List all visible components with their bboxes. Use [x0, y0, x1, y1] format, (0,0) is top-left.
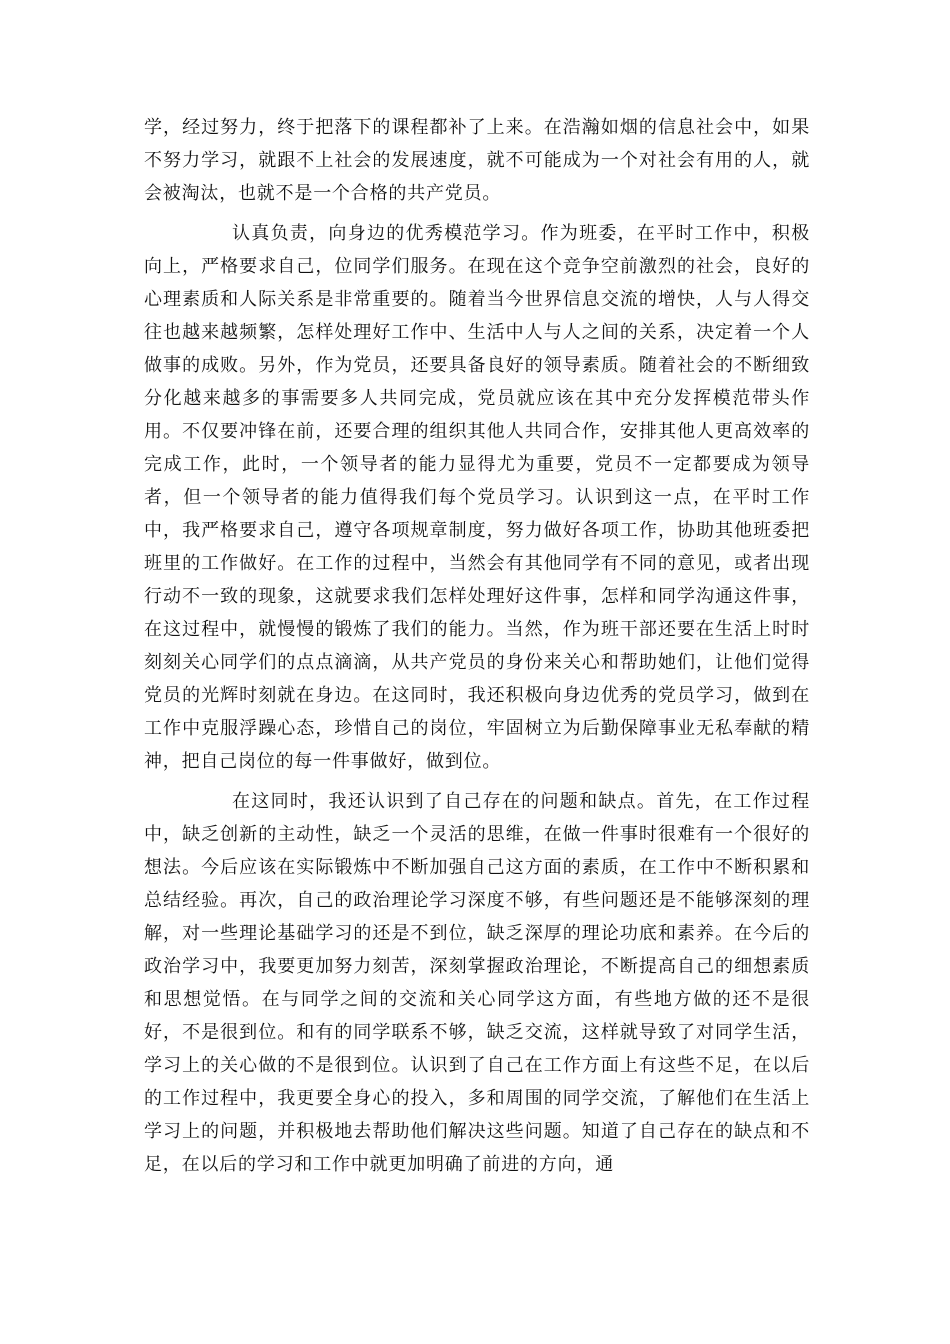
paragraph-1: 学，经过努力，终于把落下的课程都补了上来。在浩瀚如烟的信息社会中，如果不努力学习，就跟不上社会的发展速度，就不可能成为一个对社会有用的人，就会被淘汰，也就不是一个合格的共产党员。 — [144, 117, 810, 204]
document-body — [144, 111, 810, 1188]
paragraph-3: 在这同时，我还认识到了自己存在的问题和缺点。首先，在工作过程中，缺乏创新的主动性，缺乏一个灵活的思维，在做一件事时很难有一个很好的想法。今后应该在实际锻炼中不断加强自己这方面的素质，在工作中不断积累和总结经验。再次，自己的政治理论学习深度不够，有些问题还是不能够深刻的理解，对一些理论基础学习的还是不到位，缺乏深厚的理论功底和素养。在今后的政治学习中，我要更加努力刻苦，深刻掌握政治理论，不断提高自己的细想素质和思想觉悟。在与同学之间的交流和关心同学这方面，有些地方做的还不是很好，不是很到位。和有的同学联系不够，缺乏交流，这样就导致了对同学生活，学习上的关心做的不是很到位。认识到了自己在工作方面上有这些不足，在以后的工作过程中，我更要全身心的投入，多和周围的同学交流，了解他们在生活上学习上的问题，并积极地去帮助他们解决这些问题。知道了自己存在的缺点和不足，在以后的学习和工作中就更加明确了前进的方向，通 — [144, 791, 810, 1175]
paragraph-2: 认真负责，向身边的优秀模范学习。作为班委，在平时工作中，积极向上，严格要求自己，位同学们服务。在现在这个竞争空前激烈的社会，良好的心理素质和人际关系是非常重要的。随着当今世界信息交流的增快，人与人得交往也越来越频繁，怎样处理好工作中、生活中人与人之间的关系，决定着一个人做事的成败。另外，作为党员，还要具备良好的领导素质。随着社会的不断细致分化越来越多的事需要多人共同完成，党员就应该在其中充分发挥模范带头作用。不仅要冲锋在前，还要合理的组织其他人共同合作，安排其他人更高效率的完成工作，此时，一个领导者的能力显得尤为重要，党员不一定都要成为领导者，但一个领导者的能力值得我们每个党员学习。认识到这一点，在平时工作中，我严格要求自己，遵守各项规章制度，努力做好各项工作，协助其他班委把班里的工作做好。在工作的过程中，当然会有其他同学有不同的意见，或者出现行动不一致的现象，这就要求我们怎样处理好这件事，怎样和同学沟通这件事，在这过程中，就慢慢的锻炼了我们的能力。当然，作为班干部还要在生活上时时刻刻关心同学们的点点滴滴，从共产党员的身份来关心和帮助她们，让他们觉得党员的光辉时刻就在身边。在这同时，我还积极向身边优秀的党员学习，做到在工作中克服浮躁心态，珍惜自己的岗位，牢固树立为后勤保障事业无私奉献的精神，把自己岗位的每一件事做好，做到位。 — [144, 223, 810, 772]
